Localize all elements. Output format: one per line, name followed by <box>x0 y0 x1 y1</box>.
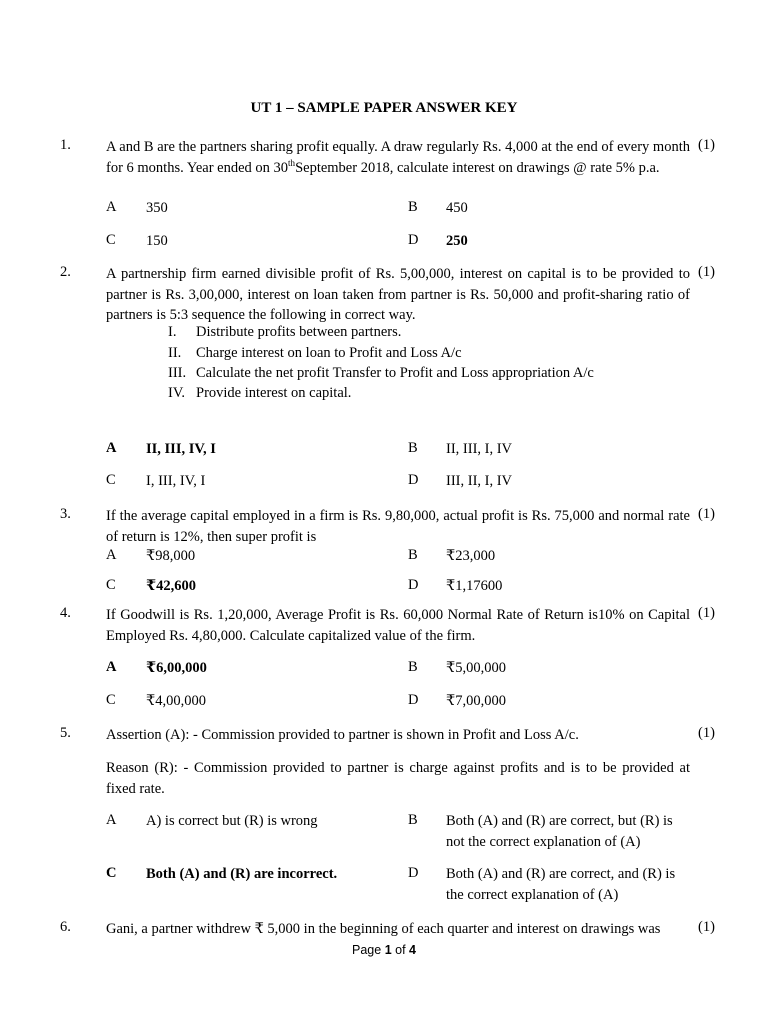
question-number: 5. <box>60 725 71 741</box>
option-letter: D <box>408 472 419 488</box>
correct-answer-value: Both (A) and (R) are incorrect. <box>146 866 338 882</box>
option-value: ₹4,00,000 <box>146 693 206 709</box>
question-marks: (1) <box>698 919 715 935</box>
option-value: ₹98,000 <box>146 548 196 564</box>
option-letter: A <box>106 547 117 563</box>
page-footer: Page 1 of 4 <box>352 943 416 957</box>
question-text: A and B are the partners sharing profit equally. A draw regularly Rs. 4,000 at the end of every month for 6 months. Year ended on 30thSeptember 2018, calculate interest on drawings @ rate 5% p.a. <box>106 139 690 176</box>
option-value: ₹5,00,000 <box>446 660 506 676</box>
option-value: A) is correct but (R) is wrong <box>146 813 318 829</box>
option-value: II, III, I, IV <box>446 441 513 457</box>
reason-text: Reason (R): - Commission provided to partner is charge against profits and is to be provided at fixed rate. <box>106 760 690 797</box>
question-number: 1. <box>60 137 71 153</box>
option-letter: B <box>408 547 418 563</box>
correct-answer-value: II, III, IV, I <box>146 441 216 457</box>
option-letter: B <box>408 659 418 675</box>
question-text: A partnership firm earned divisible profit of Rs. 5,00,000, interest on capital is to be provided to partner is Rs. 3,00,000, interest on loan taken from partner is Rs. 50,000 and profit-sharing ratio of partners is 5:3 sequence the following in correct way. <box>106 266 690 323</box>
option-letter: D <box>408 692 419 708</box>
question-text: Gani, a partner withdrew ₹ 5,000 in the beginning of each quarter and interest on drawings was <box>106 921 661 937</box>
question-number: 2. <box>60 264 71 280</box>
sequence-item: IV. Provide interest on capital. <box>168 385 352 401</box>
option-letter: D <box>408 865 419 881</box>
sequence-item: I. Distribute profits between partners. <box>168 324 402 340</box>
option-value: III, II, I, IV <box>446 473 513 489</box>
question-number: 3. <box>60 506 71 522</box>
correct-option-letter: C <box>106 865 117 881</box>
option-letter: B <box>408 440 418 456</box>
option-value: 150 <box>146 233 168 249</box>
assertion-text: Assertion (A): - Commission provided to partner is shown in Profit and Loss A/c. <box>106 727 579 743</box>
question-marks: (1) <box>698 506 715 522</box>
option-value: 350 <box>146 200 168 216</box>
option-letter: C <box>106 692 116 708</box>
option-value: 450 <box>446 200 468 216</box>
page-title: UT 1 – SAMPLE PAPER ANSWER KEY <box>250 100 518 116</box>
question-text: If Goodwill is Rs. 1,20,000, Average Profit is Rs. 60,000 Normal Rate of Return is10% on Capital Employed Rs. 4,80,000. Calculate capitalized value of the firm. <box>106 607 690 644</box>
question-text: If the average capital employed in a firm is Rs. 9,80,000, actual profit is Rs. 75,000 and normal rate of return is 12%, then super profit is <box>106 508 690 545</box>
correct-option-letter: A <box>106 659 117 675</box>
option-value: ₹7,00,000 <box>446 693 506 709</box>
option-value: Both (A) and (R) are correct, and (R) is the correct explanation of (A) <box>446 866 676 903</box>
correct-answer-value: 250 <box>446 233 468 249</box>
correct-option-letter: A <box>106 440 117 456</box>
question-number: 6. <box>60 919 71 935</box>
correct-answer-value: ₹6,00,000 <box>146 660 207 676</box>
option-letter: C <box>106 232 116 248</box>
option-letter: A <box>106 199 117 215</box>
option-letter: D <box>408 577 419 593</box>
question-marks: (1) <box>698 264 715 280</box>
sequence-item: II. Charge interest on loan to Profit and Loss A/c <box>168 345 462 361</box>
question-number: 4. <box>60 605 71 621</box>
option-value: ₹1,17600 <box>446 578 503 594</box>
question-marks: (1) <box>698 725 715 741</box>
option-letter: C <box>106 472 116 488</box>
option-value: I, III, IV, I <box>146 473 206 489</box>
option-value: ₹23,000 <box>446 548 496 564</box>
option-letter: A <box>106 812 117 828</box>
option-value: Both (A) and (R) are correct, but (R) is not the correct explanation of (A) <box>446 813 673 850</box>
option-letter: C <box>106 577 116 593</box>
question-marks: (1) <box>698 137 715 153</box>
option-letter: D <box>408 232 419 248</box>
option-letter: B <box>408 199 418 215</box>
option-letter: B <box>408 812 418 828</box>
sequence-item: III. Calculate the net profit Transfer to Profit and Loss appropriation A/c <box>168 365 594 381</box>
correct-answer-value: ₹42,600 <box>146 578 196 594</box>
question-marks: (1) <box>698 605 715 621</box>
